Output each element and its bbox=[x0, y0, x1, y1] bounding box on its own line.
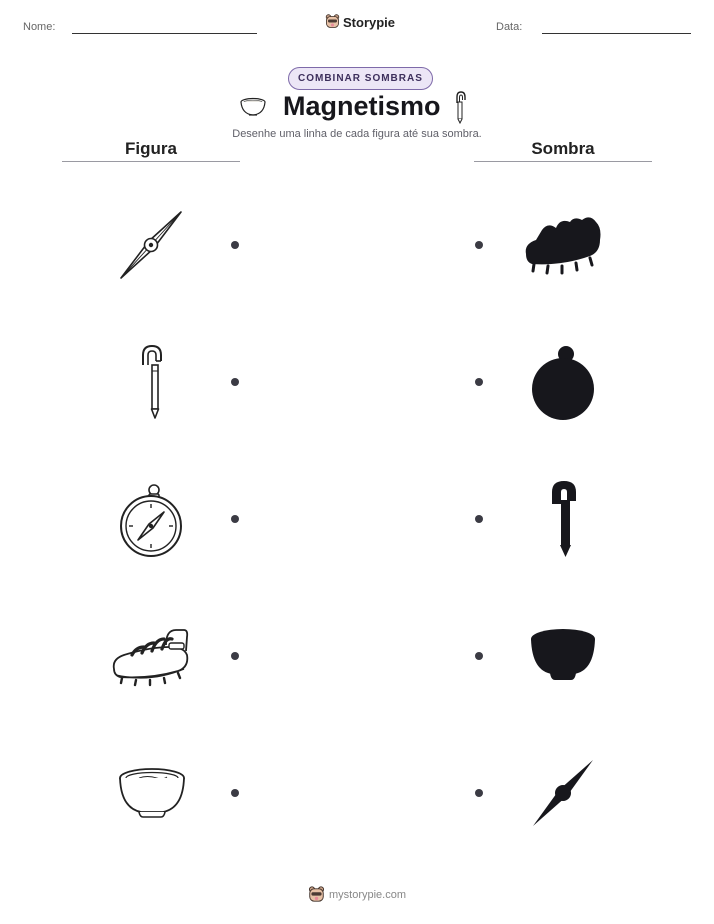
bowl-icon bbox=[117, 766, 187, 820]
activity-badge: COMBINAR SOMBRAS bbox=[288, 67, 433, 90]
title-bowl-icon bbox=[239, 96, 267, 118]
brand-logo bbox=[325, 14, 395, 30]
figure-dot-4[interactable] bbox=[231, 652, 239, 660]
name-line[interactable] bbox=[72, 33, 257, 34]
magnet-hook-icon bbox=[134, 343, 170, 423]
instructions: Desenhe uma linha de cada figura até sua sombra. bbox=[232, 128, 482, 140]
worksheet-title: Magnetismo bbox=[283, 91, 441, 121]
figure-dot-3[interactable] bbox=[231, 515, 239, 523]
brand-name: Storypie bbox=[343, 14, 396, 30]
mascot-icon bbox=[325, 14, 340, 30]
compass-shadow-icon bbox=[529, 345, 597, 421]
shadow-dot-2[interactable] bbox=[475, 378, 483, 386]
shadow-dot-5[interactable] bbox=[475, 789, 483, 797]
shadow-column-title: Sombra bbox=[531, 139, 595, 158]
shadow-dot-4[interactable] bbox=[475, 652, 483, 660]
figure-dot-2[interactable] bbox=[231, 378, 239, 386]
figure-column-underline bbox=[62, 161, 240, 162]
figure-dot-5[interactable] bbox=[231, 789, 239, 797]
title-magnet-hook-icon bbox=[453, 90, 469, 124]
date-label: Data: bbox=[496, 21, 523, 33]
sandal-icon bbox=[110, 625, 192, 687]
footer-mascot-icon bbox=[308, 886, 325, 904]
shadow-column-underline bbox=[474, 161, 652, 162]
name-label: Nome: bbox=[23, 21, 56, 33]
shadow-dot-3[interactable] bbox=[475, 515, 483, 523]
figure-dot-1[interactable] bbox=[231, 241, 239, 249]
sandal-shadow-icon bbox=[522, 214, 604, 276]
compass-icon bbox=[116, 482, 186, 558]
date-line[interactable] bbox=[542, 33, 691, 34]
bowl-shadow-icon bbox=[528, 627, 598, 683]
figure-column-title: Figura bbox=[125, 139, 177, 158]
compass-needle-shadow-icon bbox=[527, 756, 599, 830]
shadow-dot-1[interactable] bbox=[475, 241, 483, 249]
magnet-hook-shadow-icon bbox=[546, 480, 582, 560]
compass-needle-icon bbox=[115, 208, 187, 282]
footer-site: mystorypie.com bbox=[329, 889, 407, 901]
footer-brand bbox=[308, 886, 406, 904]
